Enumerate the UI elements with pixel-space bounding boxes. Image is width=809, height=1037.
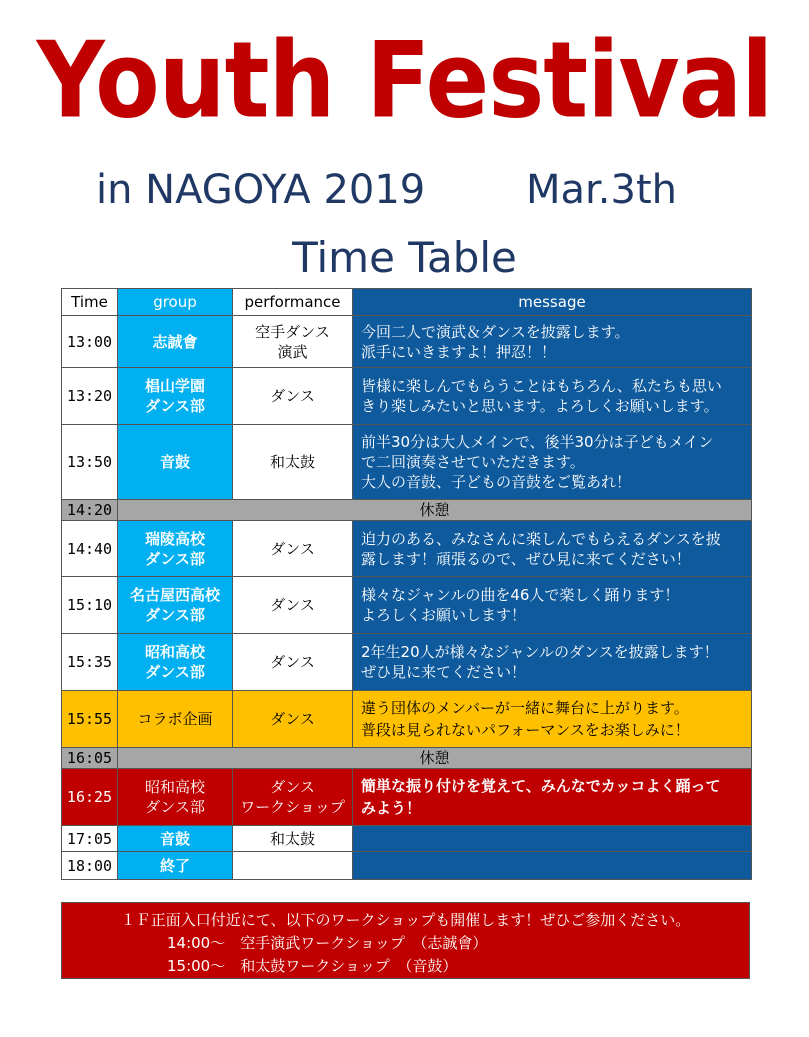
row-time: 14:20 bbox=[62, 500, 118, 521]
row-time: 15:55 bbox=[62, 691, 118, 748]
row-message: 違う団体のメンバーが一緒に舞台に上がります。 普段は見られないパフォーマンスをお楽しみに！ bbox=[353, 691, 752, 748]
table-row-collab bbox=[62, 691, 752, 748]
break-row bbox=[62, 500, 752, 521]
row-time: 14:40 bbox=[62, 521, 118, 577]
table-row bbox=[62, 826, 752, 852]
workshop-notice bbox=[61, 902, 750, 979]
row-time: 15:10 bbox=[62, 577, 118, 634]
row-message: 簡単な振り付けを覚えて、みんなでカッコよく踊って みよう！ bbox=[353, 769, 752, 826]
event-date: Mar.3th bbox=[526, 167, 677, 213]
table-row bbox=[62, 425, 752, 500]
table-row bbox=[62, 521, 752, 577]
row-performance: ダンス ワークショップ bbox=[233, 769, 353, 826]
row-time: 16:25 bbox=[62, 769, 118, 826]
row-group: コラボ企画 bbox=[118, 691, 233, 748]
notice-line-karate: 14:00～ 空手演武ワークショップ （志誠會） bbox=[167, 934, 488, 952]
row-performance: ダンス bbox=[233, 577, 353, 634]
timetable bbox=[61, 288, 752, 880]
break-label: 休憩 bbox=[118, 748, 752, 769]
row-time: 13:20 bbox=[62, 368, 118, 425]
row-message: 様々なジャンルの曲を46人で楽しく踊ります！ よろしくお願いします！ bbox=[353, 577, 752, 634]
row-group: 昭和高校 ダンス部 bbox=[118, 634, 233, 691]
row-performance: ダンス bbox=[233, 691, 353, 748]
row-performance: ダンス bbox=[233, 634, 353, 691]
festival-title: Youth Festival bbox=[36, 20, 773, 143]
table-row bbox=[62, 577, 752, 634]
col-header-message: message bbox=[353, 289, 752, 316]
row-time: 16:05 bbox=[62, 748, 118, 769]
notice-line-taiko: 15:00～ 和太鼓ワークショップ （音鼓） bbox=[167, 957, 458, 975]
table-row-workshop bbox=[62, 769, 752, 826]
row-message bbox=[353, 826, 752, 852]
table-row bbox=[62, 368, 752, 425]
row-group: 瑞陵高校 ダンス部 bbox=[118, 521, 233, 577]
table-row bbox=[62, 634, 752, 691]
row-group: 音鼓 bbox=[118, 826, 233, 852]
row-performance: 和太鼓 bbox=[233, 826, 353, 852]
row-time: 18:00 bbox=[62, 852, 118, 880]
row-performance: ダンス bbox=[233, 368, 353, 425]
row-time: 15:35 bbox=[62, 634, 118, 691]
row-message: 2年生20人が様々なジャンルのダンスを披露します！ ぜひ見に来てください！ bbox=[353, 634, 752, 691]
row-performance: ダンス bbox=[233, 521, 353, 577]
table-header-row bbox=[62, 289, 752, 316]
table-row bbox=[62, 852, 752, 880]
row-group: 音鼓 bbox=[118, 425, 233, 500]
row-message: 皆様に楽しんでもらうことはもちろん、私たちも思い きり楽しみたいと思います。よろしくお願いします。 bbox=[353, 368, 752, 425]
timetable-heading: Time Table bbox=[292, 233, 517, 282]
row-group: 昭和高校 ダンス部 bbox=[118, 769, 233, 826]
row-group: 椙山学園 ダンス部 bbox=[118, 368, 233, 425]
row-group: 名古屋西高校 ダンス部 bbox=[118, 577, 233, 634]
col-header-performance: performance bbox=[233, 289, 353, 316]
col-header-group: group bbox=[118, 289, 233, 316]
break-label: 休憩 bbox=[118, 500, 752, 521]
row-time: 13:50 bbox=[62, 425, 118, 500]
row-performance: 和太鼓 bbox=[233, 425, 353, 500]
row-performance: 空手ダンス 演武 bbox=[233, 316, 353, 368]
table-row bbox=[62, 316, 752, 368]
event-location-year: in NAGOYA 2019 bbox=[96, 167, 426, 213]
row-time: 17:05 bbox=[62, 826, 118, 852]
row-group: 終了 bbox=[118, 852, 233, 880]
col-header-time: Time bbox=[62, 289, 118, 316]
row-message: 今回二人で演武＆ダンスを披露します。 派手にいきますよ！押忍！！ bbox=[353, 316, 752, 368]
row-performance bbox=[233, 852, 353, 880]
row-time: 13:00 bbox=[62, 316, 118, 368]
break-row bbox=[62, 748, 752, 769]
row-message: 前半30分は大人メインで、後半30分は子どもメイン で二回演奏させていただきます。 大人の音鼓、子どもの音鼓をご覧あれ！ bbox=[353, 425, 752, 500]
notice-line-intro: １Ｆ正面入口付近にて、以下のワークショップも開催します！ぜひご参加ください。 bbox=[120, 911, 691, 929]
row-group: 志誠會 bbox=[118, 316, 233, 368]
row-message: 迫力のある、みなさんに楽しんでもらえるダンスを披 露します！頑張るので、ぜひ見に来てください！ bbox=[353, 521, 752, 577]
row-message bbox=[353, 852, 752, 880]
